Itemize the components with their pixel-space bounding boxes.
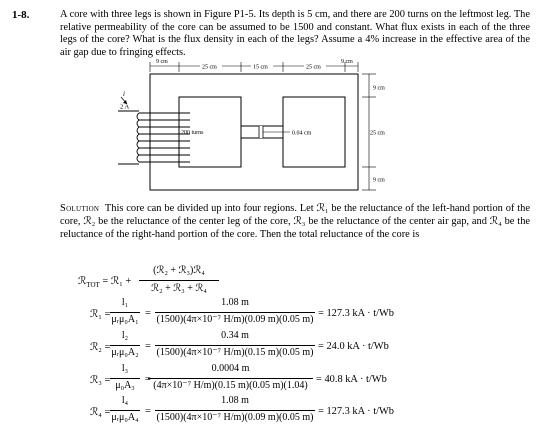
problem-text: A core with three legs is shown in Figure P1-5. Its depth is 5 cm, and there are 200 turns on the leftmost leg. The relative permeability of the core can be assumed to be 1500 and constant. What flux exists in each of the three legs of the core? What is the flux density in each of the legs? Assume a 4% increase in the effective area of the air gap due to fringing effects. [60,9,530,58]
dim-right-3: 9 cm [373,177,385,184]
dim-right-2: 25 cm [370,130,385,137]
solution-heading: Solution [60,203,100,214]
dim-top-1: 9 cm [156,59,168,65]
dim-top-3: 15 cm [253,64,268,71]
rtot-lhs: ℛ$_{TOT}$ = ℛ₁ + [78,276,132,290]
solution-text [60,202,530,242]
rtot-numerator: (ℛ₂ + ℛ₃)ℛ₄ [153,265,205,276]
solution-body: This core can be divided up into four regions. Let ℛ₁ be the reluctance of the left-hand portion of the core, ℛ₂ be the reluctance of the center leg of the core, ℛ₃ be the reluctance of the center air gap, and ℛ₄ be the reluctance of the right-hand portion of the core. Then the total reluctance of the core is [60,203,530,241]
current-value: 2 A [120,103,130,111]
core-figure [0,0,540,200]
dim-top-5: 9 cm [341,59,353,65]
air-gap [259,126,263,138]
current-symbol: i [123,90,125,98]
dim-right-1: 9 cm [373,85,385,92]
rtot-denominator: ℛ₂ + ℛ₃ + ℛ₄ [151,283,207,294]
problem-number: 1-8. [12,9,30,21]
dim-top-4: 25 cm [306,64,321,71]
dim-top-2: 25 cm [202,64,217,71]
gap-label: 0.04 cm [292,130,312,137]
turns-label: 200 turns [181,130,204,136]
coil [137,113,190,162]
